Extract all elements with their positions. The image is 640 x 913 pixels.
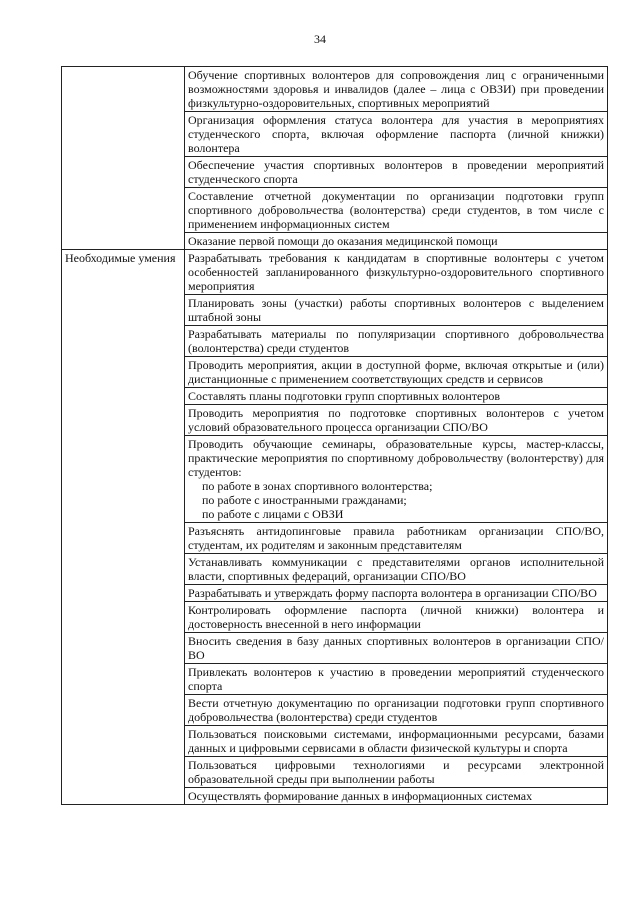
row-label-skills: Необходимые умения [62, 250, 185, 805]
table-cell: Устанавливать коммуникации с представителями органов исполнительной власти, спортивных федераций, организации СПО/ВО [185, 554, 608, 585]
table-cell-training [185, 436, 608, 523]
table-cell: Составление отчетной документации по организации подготовки групп спортивного добровольчества (волонтерства) среди студентов, в том числе с применением информационных систем [185, 188, 608, 233]
table-cell: Разрабатывать требования к кандидатам в спортивные волонтеры с учетом особенностей запланированного физкультурно-оздоровительного спортивного мероприятия [185, 250, 608, 295]
table-cell: Оказание первой помощи до оказания медицинской помощи [185, 233, 608, 250]
table-cell: Пользоваться поисковыми системами, информационными ресурсами, базами данных и цифровыми сервисами в области физической культуры и спорта [185, 726, 608, 757]
table-cell: Разъяснять антидопинговые правила работникам организации СПО/ВО, студентам, их родителям и законным представителям [185, 523, 608, 554]
table-cell: Составлять планы подготовки групп спортивных волонтеров [185, 388, 608, 405]
table-cell: Осуществлять формирование данных в информационных системах [185, 788, 608, 805]
competency-table [61, 66, 608, 805]
table-cell: Планировать зоны (участки) работы спортивных волонтеров с выделением штабной зоны [185, 295, 608, 326]
table-cell: Проводить мероприятия, акции в доступной форме, включая открытые и (или) дистанционные с применением соответствующих средств и сервисов [185, 357, 608, 388]
table-row [62, 67, 608, 112]
page-number: 34 [314, 32, 326, 46]
table-cell: Обучение спортивных волонтеров для сопровождения лиц с ограниченными возможностями здоровья и инвалидов (далее – лица с ОВЗИ) при проведении физкультурно-оздоровительных, спортивных мероприятий [185, 67, 608, 112]
table-cell: Обеспечение участия спортивных волонтеров в проведении мероприятий студенческого спорта [185, 157, 608, 188]
table-cell: Привлекать волонтеров к участию в проведении мероприятий студенческого спорта [185, 664, 608, 695]
table-row [62, 250, 608, 295]
table-cell: Вести отчетную документацию по организации подготовки групп спортивного добровольчества (волонтерства) среди студентов [185, 695, 608, 726]
table-cell: Разрабатывать материалы по популяризации спортивного добровольчества (волонтерства) среди студентов [185, 326, 608, 357]
table-cell: Контролировать оформление паспорта (личной книжки) волонтера и достоверность внесенной в него информации [185, 602, 608, 633]
training-subitem: по работе с лицами с ОВЗИ [202, 507, 344, 521]
training-intro: Проводить обучающие семинары, образовательные курсы, мастер-классы, практические мероприятия по спортивному добровольчеству (волонтерству) для студентов: [188, 437, 604, 479]
training-subitem: по работе с иностранными гражданами; [202, 493, 407, 507]
table-cell: Организация оформления статуса волонтера для участия в мероприятиях студенческого спорта, включая оформление паспорта (личной книжки) волонтера [185, 112, 608, 157]
row-label-empty [62, 67, 185, 250]
table-cell: Проводить мероприятия по подготовке спортивных волонтеров с учетом условий образовательного процесса организации СПО/ВО [185, 405, 608, 436]
table-cell: Вносить сведения в базу данных спортивных волонтеров в организации СПО/ВО [185, 633, 608, 664]
training-subitem: по работе в зонах спортивного волонтерства; [202, 479, 433, 493]
table-cell: Разрабатывать и утверждать форму паспорта волонтера в организации СПО/ВО [185, 585, 608, 602]
table-cell: Пользоваться цифровыми технологиями и ресурсами электронной образовательной среды при выполнении работы [185, 757, 608, 788]
